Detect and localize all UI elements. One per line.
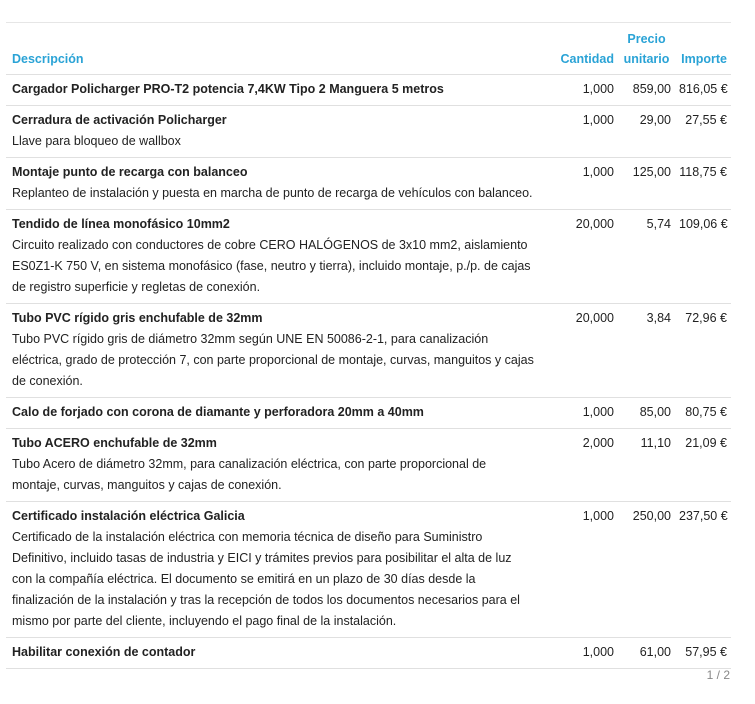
row-description [6, 210, 548, 304]
row-quantity: 1,000 [548, 638, 618, 669]
row-unit-price: 11,10 [618, 429, 675, 502]
row-amount: 109,06 € [675, 210, 731, 304]
row-unit-price: 61,00 [618, 638, 675, 669]
row-amount: 57,95 € [675, 638, 731, 669]
row-amount: 816,05 € [675, 75, 731, 106]
row-description [6, 429, 548, 502]
row-description [6, 502, 548, 638]
row-description [6, 638, 548, 669]
item-title: Cerradura de activación Policharger [12, 113, 227, 127]
header-unit-price-line1: Precio [627, 32, 666, 46]
row-quantity: 2,000 [548, 429, 618, 502]
row-amount: 118,75 € [675, 158, 731, 210]
quote-lines-section [6, 22, 731, 669]
row-unit-price: 3,84 [618, 304, 675, 398]
row-unit-price: 125,00 [618, 158, 675, 210]
item-title: Montaje punto de recarga con balanceo [12, 165, 248, 179]
item-title: Habilitar conexión de contador [12, 645, 196, 659]
table-body [6, 75, 731, 669]
table-row [6, 638, 731, 669]
header-unit-price-line2: unitario [623, 52, 670, 66]
row-unit-price: 29,00 [618, 106, 675, 158]
row-amount: 72,96 € [675, 304, 731, 398]
row-amount: 237,50 € [675, 502, 731, 638]
row-unit-price: 859,00 [618, 75, 675, 106]
item-title: Tubo PVC rígido gris enchufable de 32mm [12, 311, 263, 325]
table-header-row [6, 23, 731, 75]
row-quantity: 1,000 [548, 398, 618, 429]
table-row [6, 106, 731, 158]
item-detail: Tubo Acero de diámetro 32mm, para canalización eléctrica, con parte proporcional de montaje, curvas, manguitos y cajas de conexión. [12, 457, 487, 492]
row-amount: 27,55 € [675, 106, 731, 158]
table-row [6, 210, 731, 304]
row-quantity: 20,000 [548, 210, 618, 304]
page-number: 1 / 2 [706, 668, 730, 682]
table-row [6, 398, 731, 429]
row-quantity: 1,000 [548, 106, 618, 158]
row-description [6, 398, 548, 429]
table-row [6, 502, 731, 638]
item-detail: Llave para bloqueo de wallbox [12, 134, 181, 148]
row-quantity: 20,000 [548, 304, 618, 398]
item-title: Cargador Policharger PRO-T2 potencia 7,4KW Tipo 2 Manguera 5 metros [12, 82, 444, 96]
header-quantity: Cantidad [560, 52, 614, 66]
item-detail: Replanteo de instalación y puesta en marcha de punto de recarga de vehículos con balanceo. [12, 186, 533, 200]
header-description: Descripción [12, 52, 84, 66]
item-detail: Circuito realizado con conductores de cobre CERO HALÓGENOS de 3x10 mm2, aislamiento ES0Z1-K 750 V, en sistema monofásico (fase, neutro y tierra), incluido montaje, p./p. de cajas de registro superficie y regletas de conexión. [12, 238, 531, 294]
row-unit-price: 5,74 [618, 210, 675, 304]
row-amount: 21,09 € [675, 429, 731, 502]
item-title: Calo de forjado con corona de diamante y perforadora 20mm a 40mm [12, 405, 424, 419]
item-title: Certificado instalación eléctrica Galicia [12, 509, 245, 523]
header-amount: Importe [681, 52, 727, 66]
item-title: Tendido de línea monofásico 10mm2 [12, 217, 230, 231]
table-row [6, 429, 731, 502]
row-quantity: 1,000 [548, 158, 618, 210]
table-row [6, 158, 731, 210]
header-unit-price [618, 23, 675, 75]
table-row [6, 75, 731, 106]
row-quantity: 1,000 [548, 75, 618, 106]
row-description [6, 75, 548, 106]
quote-lines-table [6, 23, 731, 668]
row-quantity: 1,000 [548, 502, 618, 638]
row-description [6, 304, 548, 398]
item-detail: Tubo PVC rígido gris de diámetro 32mm según UNE EN 50086-2-1, para canalización eléctrica, grado de protección 7, con parte proporcional de montaje, curvas, manguitos y cajas de conexión. [12, 332, 534, 388]
bottom-rule [6, 668, 731, 669]
item-title: Tubo ACERO enchufable de 32mm [12, 436, 217, 450]
table-row [6, 304, 731, 398]
row-description [6, 158, 548, 210]
row-description [6, 106, 548, 158]
row-amount: 80,75 € [675, 398, 731, 429]
row-unit-price: 85,00 [618, 398, 675, 429]
item-detail: Certificado de la instalación eléctrica con memoria técnica de diseño para Suministro Definitivo, incluido tasas de industria y EICI y trámites previos para posibilitar el alta de luz con la compañía eléctrica. El documento se emitirá en un plazo de 30 días desde la finalización de la instalación y tras la recepción de todos los documentos necesarios para el mismo por parte del cliente, incluyendo el pago final de la instalación. [12, 530, 520, 628]
row-unit-price: 250,00 [618, 502, 675, 638]
